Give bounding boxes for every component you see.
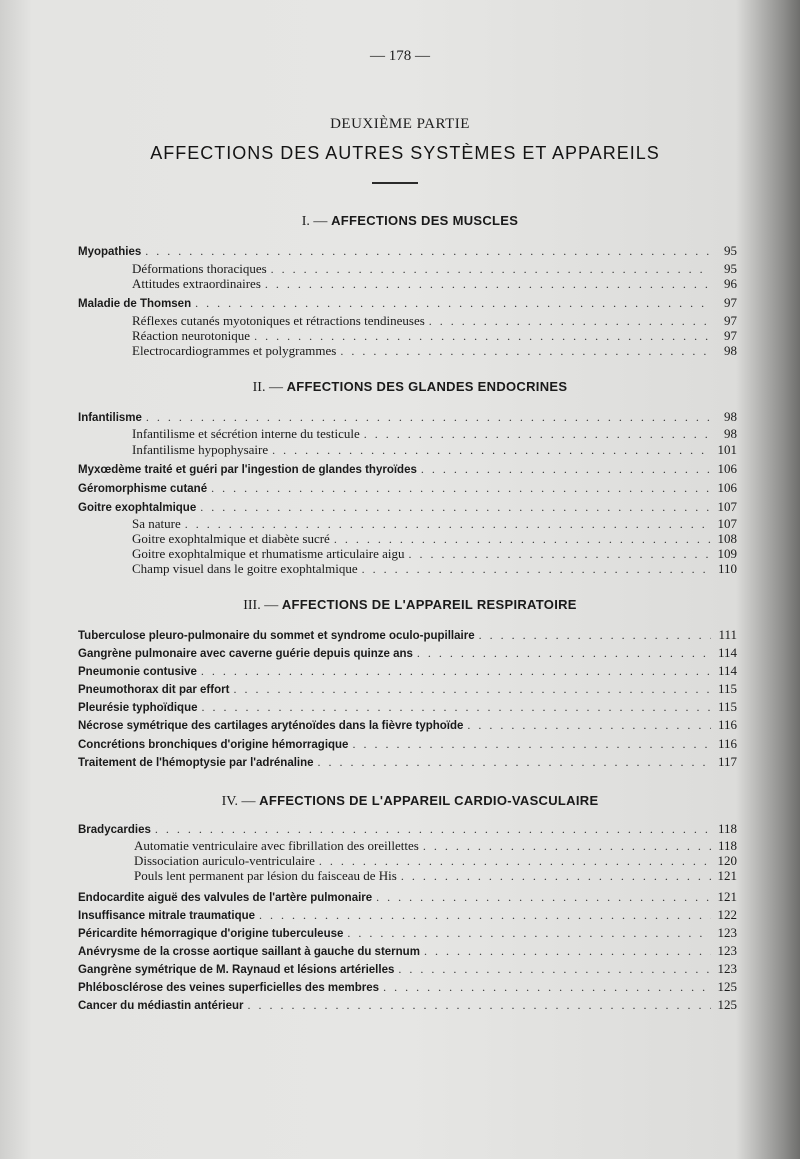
leader-dots: [271, 262, 711, 277]
toc-entry-text: Phlébosclérose des veines superficielles des membres: [78, 982, 380, 994]
leader-dots: [376, 890, 711, 905]
toc-entry: [78, 868, 737, 886]
leader-dots: [421, 462, 711, 477]
page-number: — 178 —: [370, 48, 430, 64]
toc-entry-text: Pneumonie contusive: [78, 666, 197, 678]
toc-entry-page: 106: [717, 461, 737, 476]
toc-entry: [78, 997, 737, 1015]
toc-entry: [78, 717, 737, 735]
leader-dots: [272, 443, 711, 458]
toc-entry-text: Gangrène pulmonaire avec caverne guérie depuis quinze ans: [78, 648, 413, 660]
section-number: I. —: [301, 214, 328, 229]
toc-entry-text: Attitudes extraordinaires: [132, 276, 261, 291]
toc-entry-page: 110: [717, 561, 737, 576]
leader-dots: [340, 344, 711, 359]
toc-entry: [78, 979, 737, 997]
toc-entry-text: Pneumothorax dit par effort: [78, 684, 230, 696]
toc-entry-page: 109: [717, 546, 737, 561]
toc-entry-text: Myopathies: [78, 246, 142, 258]
leader-dots: [155, 822, 711, 837]
section-number: III. —: [243, 598, 279, 613]
toc-entry-page: 118: [717, 821, 737, 836]
toc-entry: [78, 681, 737, 699]
toc-entry-page: 125: [717, 979, 737, 994]
toc-entry-text: Réflexes cutanés myotoniques et rétractions tendineuses: [132, 313, 425, 328]
toc-entry-page: 96: [724, 276, 737, 291]
toc-entry-page: 122: [717, 907, 737, 922]
leader-dots: [467, 718, 711, 733]
toc-entry-page: 125: [717, 997, 737, 1012]
toc-entry-text: Cancer du médiastin antérieur: [78, 1000, 244, 1012]
toc-entry: [78, 442, 737, 460]
toc-entry-page: 108: [717, 531, 737, 546]
toc-entry-page: 107: [717, 516, 737, 531]
leader-dots: [318, 755, 711, 770]
page-title: AFFECTIONS DES AUTRES SYSTÈMES ET APPAREILS: [150, 143, 660, 163]
section-title: AFFECTIONS DES GLANDES ENDOCRINES: [286, 379, 568, 394]
toc-entry-page: 97: [724, 313, 737, 328]
toc-entry: [78, 736, 737, 754]
toc-entry: [78, 295, 737, 313]
toc-entry-text: Goitre exophtalmique et rhumatisme articulaire aigu: [132, 546, 405, 561]
toc-entry-page: 115: [717, 681, 737, 696]
toc-entry: [78, 645, 737, 663]
section-heading-respiratory: [0, 597, 800, 614]
leader-dots: [347, 926, 711, 941]
toc-entry-text: Infantilisme: [78, 412, 142, 424]
toc-entry-page: 123: [717, 943, 737, 958]
toc-entry: [78, 907, 737, 925]
toc-entry-text: Goitre exophtalmique et diabète sucré: [132, 531, 330, 546]
toc-entry: [78, 699, 737, 717]
toc-entry-page: 120: [717, 853, 737, 868]
toc-entry-page: 116: [717, 717, 737, 732]
leader-dots: [146, 410, 711, 425]
toc-entry-page: 95: [724, 261, 737, 276]
toc-entry-page: 98: [724, 409, 737, 424]
leader-dots: [364, 427, 711, 442]
leader-dots: [398, 962, 711, 977]
toc-entry-text: Electrocardiogrammes et polygrammes: [132, 343, 337, 358]
leader-dots: [265, 277, 711, 292]
toc-entry-text: Anévrysme de la crosse aortique saillant à gauche du sternum: [78, 946, 420, 958]
toc-entry-page: 97: [724, 328, 737, 343]
toc-entry-text: Péricardite hémorragique d'origine tuberculeuse: [78, 928, 344, 940]
section-number: II. —: [252, 380, 283, 395]
toc-entry: [78, 961, 737, 979]
toc-entry-text: Traitement de l'hémoptysie par l'adrénaline: [78, 757, 314, 769]
leader-dots: [201, 664, 711, 679]
toc-entry-page: 123: [717, 925, 737, 940]
toc-entry: [78, 627, 737, 645]
toc-entry-page: 121: [717, 889, 737, 904]
leader-dots: [424, 944, 711, 959]
toc-entry-page: 114: [717, 645, 737, 660]
toc-entry-text: Infantilisme hypophysaire: [132, 442, 269, 457]
leader-dots: [429, 314, 711, 329]
toc-entry-page: 106: [717, 480, 737, 495]
leader-dots: [211, 481, 711, 496]
toc-entry-page: 98: [724, 426, 737, 441]
toc-entry-page: 121: [717, 868, 737, 883]
toc-entry-text: Pleurésie typhoïdique: [78, 702, 198, 714]
section-heading-cardiovascular: [0, 793, 800, 810]
toc-entry-text: Infantilisme et sécrétion interne du testicule: [132, 426, 360, 441]
toc-entry-text: Bradycardies: [78, 824, 151, 836]
toc-entry: [78, 925, 737, 943]
toc-entry-text: Réaction neurotonique: [132, 328, 251, 343]
toc-entry-page: 115: [717, 699, 737, 714]
leader-dots: [233, 682, 711, 697]
toc-entry-page: 98: [724, 343, 737, 358]
toc-entry-text: Sa nature: [132, 516, 181, 531]
toc-entry-text: Pouls lent permanent par lésion du faisceau de His: [134, 868, 397, 883]
section-title: AFFECTIONS DES MUSCLES: [331, 213, 519, 228]
leader-dots: [383, 980, 711, 995]
leader-dots: [145, 244, 711, 259]
toc-entry: [78, 943, 737, 961]
toc-entry-page: 95: [724, 243, 737, 258]
leader-dots: [202, 700, 712, 715]
section-heading-muscles: [0, 213, 800, 230]
toc-entry-text: Maladie de Thomsen: [78, 298, 192, 310]
toc-entry-text: Myxœdème traité et guéri par l'ingestion de glandes thyroïdes: [78, 464, 417, 476]
leader-dots: [409, 547, 711, 562]
section-title: AFFECTIONS DE L'APPAREIL CARDIO-VASCULAIRE: [259, 793, 599, 808]
toc-entry: [78, 461, 737, 479]
leader-dots: [362, 562, 711, 577]
leader-dots: [185, 517, 711, 532]
toc-entry-text: Déformations thoraciques: [132, 261, 267, 276]
leader-dots: [423, 839, 711, 854]
toc-entry: [78, 499, 737, 517]
section-number: IV. —: [221, 794, 256, 809]
title-divider: [372, 182, 418, 184]
part-heading: DEUXIÈME PARTIE: [330, 116, 470, 132]
toc-entry-text: Dissociation auriculo-ventriculaire: [134, 853, 315, 868]
leader-dots: [319, 854, 711, 869]
toc-entry-text: Concrétions bronchiques d'origine hémorragique: [78, 739, 349, 751]
toc-entry-text: Champ visuel dans le goitre exophtalmique: [132, 561, 358, 576]
toc-entry: [78, 243, 737, 261]
toc-entry-page: 116: [717, 736, 737, 751]
toc-entry-text: Géromorphisme cutané: [78, 483, 208, 495]
toc-entry-text: Insuffisance mitrale traumatique: [78, 910, 256, 922]
leader-dots: [195, 296, 711, 311]
toc-entry-page: 111: [718, 627, 737, 642]
toc-entry-page: 107: [717, 499, 737, 514]
toc-entry-text: Tuberculose pleuro-pulmonaire du sommet et syndrome oculo-pupillaire: [78, 630, 475, 642]
toc-entry: [78, 480, 737, 498]
toc-entry-text: Goitre exophtalmique: [78, 502, 197, 514]
toc-entry: [78, 409, 737, 427]
toc-entry-page: 118: [717, 838, 737, 853]
leader-dots: [200, 500, 711, 515]
toc-entry-text: Nécrose symétrique des cartilages aryténoïdes dans la fièvre typhoïde: [78, 720, 464, 732]
toc-entry-page: 117: [717, 754, 737, 769]
toc-entry-text: Automatie ventriculaire avec fibrillation des oreillettes: [134, 838, 419, 853]
leader-dots: [334, 532, 711, 547]
leader-dots: [259, 908, 711, 923]
section-title: AFFECTIONS DE L'APPAREIL RESPIRATOIRE: [281, 597, 577, 612]
toc-entry: [78, 889, 737, 907]
section-heading-endocrine: [0, 379, 800, 396]
toc-entry-page: 97: [724, 295, 737, 310]
leader-dots: [417, 646, 711, 661]
toc-entry: [78, 561, 737, 579]
leader-dots: [352, 737, 711, 752]
toc-entry: [78, 276, 737, 294]
leader-dots: [248, 998, 711, 1013]
toc-entry: [78, 663, 737, 681]
leader-dots: [479, 628, 711, 643]
toc-entry: [78, 754, 737, 772]
leader-dots: [254, 329, 711, 344]
toc-entry: [78, 343, 737, 361]
toc-entry-text: Endocardite aiguë des valvules de l'artère pulmonaire: [78, 892, 373, 904]
toc-entry-page: 101: [717, 442, 737, 457]
toc-entry-page: 114: [717, 663, 737, 678]
toc-entry-text: Gangrène symétrique de M. Raynaud et lésions artérielles: [78, 964, 395, 976]
leader-dots: [401, 869, 711, 884]
toc-entry-page: 123: [717, 961, 737, 976]
toc-entry: [78, 821, 737, 839]
